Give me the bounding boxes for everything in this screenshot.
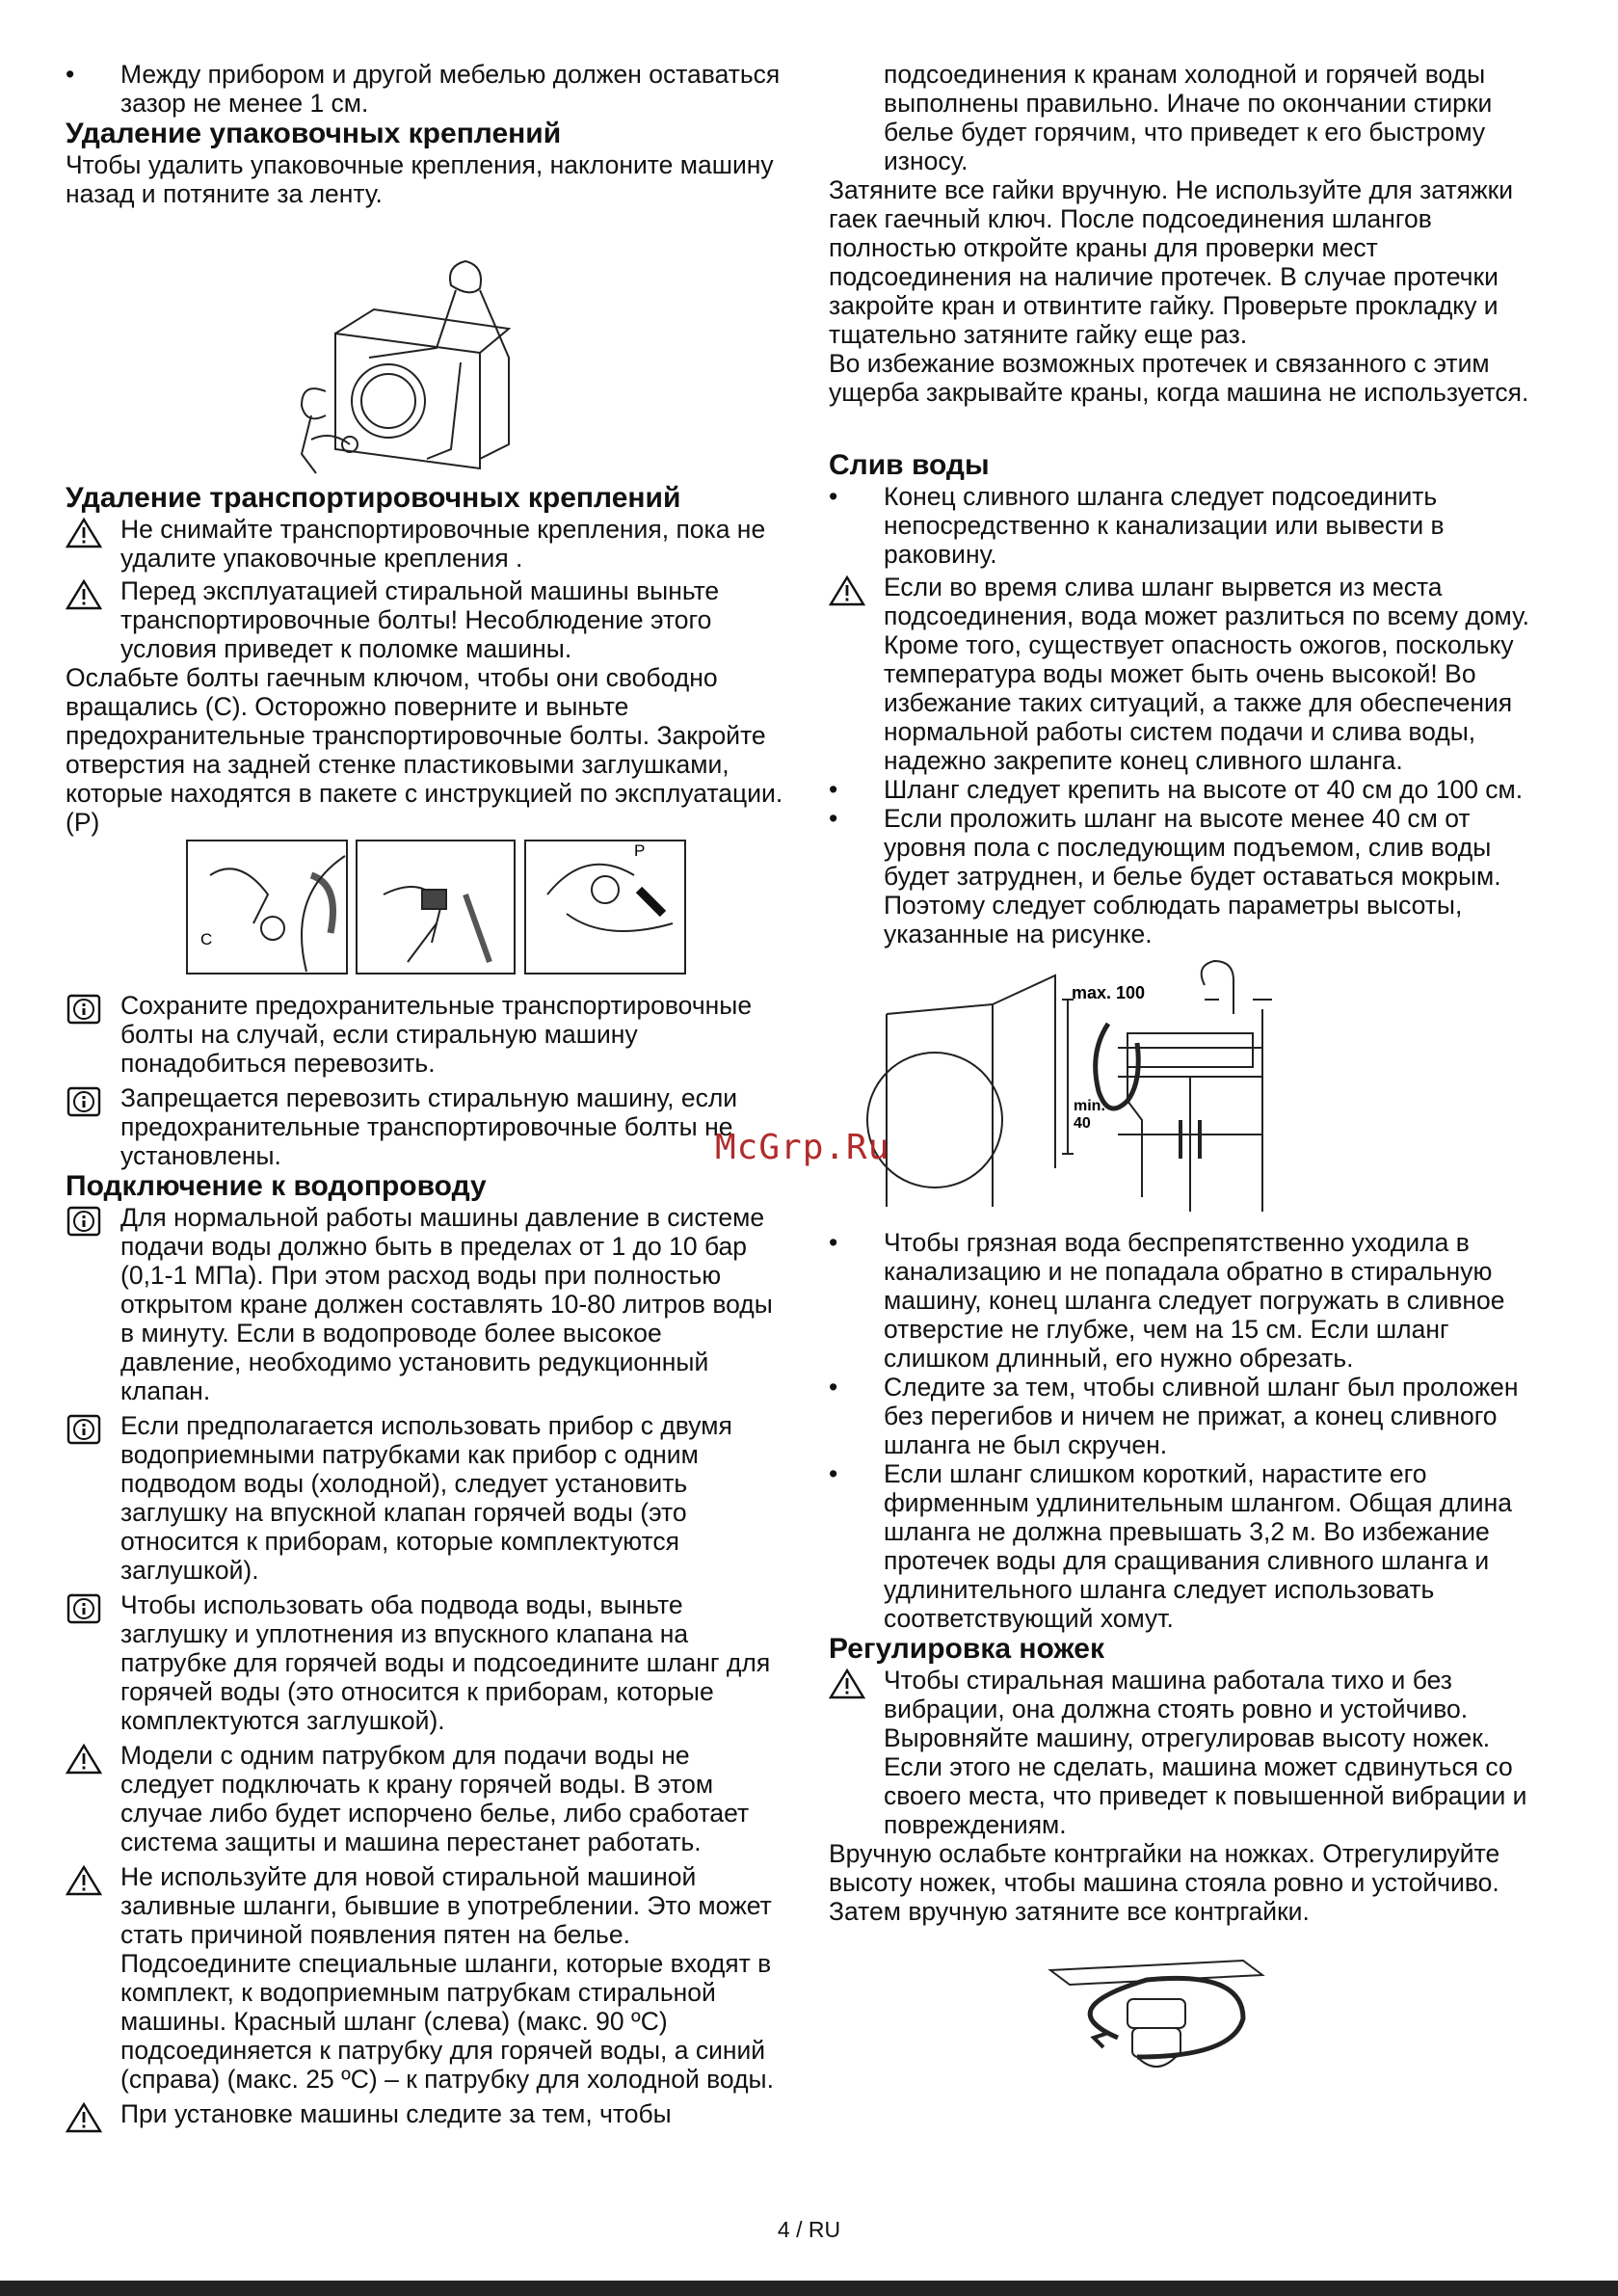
bullet-drain-2: • Шланг следует крепить на высоте от 40 см до 100 см.: [829, 775, 1552, 804]
warning-used-hoses: Не используйте для новой стиральной машиной заливные шланги, бывшие в употреблении. Это может стать причиной появления пятен на белье. Подсоедините специальные шланги, которые входят в комплект, к водоприемным патрубкам стиральной машины. Красный шланг (слева) (макс. 90 ºC) подсоединяется к патрубку для горячей воды, а синий (справа) (макс. 25 ºC) – к патрубку для холодной воды.: [66, 1862, 788, 2094]
warning-install: При установке машины следите за тем, чтобы: [66, 2099, 788, 2128]
bullet-drain-3: • Если проложить шланг на высоте менее 40 см от уровня пола с последующим подъемом, слив воды будет затруднен, и белье будет оставаться мокрым. Поэтому следует соблюдать параметры высоты, указанные на рисунке.: [829, 804, 1552, 948]
warning-icon: [66, 1864, 102, 1897]
watermark: McGrp.Ru: [715, 1128, 890, 1167]
para-taps: Во избежание возможных протечек и связанного с этим ущерба закрывайте краны, когда машина не используется.: [829, 349, 1529, 407]
warning-icon: [66, 1743, 102, 1775]
warning-icon: [66, 517, 102, 549]
info-both-inlets: Чтобы использовать оба подвода воды, выньте заглушку и уплотнения из впускного клапана на патрубке для горячей воды и подсоедините шланг для горячей воды (это относится к приборам, которые комплектуются заглушкой).: [66, 1590, 788, 1735]
warning-icon: [66, 578, 102, 611]
bullet-gap: • Между прибором и другой мебелью должен оставаться зазор не менее 1 см.: [66, 60, 788, 118]
info-forbid-transport: Запрещается перевозить стиральную машину, если предохранительные транспортировочные болты не установлены.: [66, 1083, 788, 1170]
bottom-border: [0, 2281, 1618, 2296]
figure-feet-adjust: [829, 1932, 1552, 2105]
info-two-inlets: Если предполагается использовать прибор с двумя водоприемными патрубками как прибор с одним подводом воды (холодной), следует установить заглушку на впускной клапан горячей воды (это относится к приборам, которые комплектуются заглушкой).: [66, 1411, 788, 1585]
label-p: P: [634, 841, 646, 860]
bullet-drain-1: • Конец сливного шланга следует подсоединить непосредственно к канализации или вывести в раковину.: [829, 482, 1552, 569]
info-icon: [66, 1592, 102, 1625]
warning-icon: [66, 2101, 102, 2134]
info-icon: [66, 1205, 102, 1238]
info-icon: [66, 1085, 102, 1118]
info-icon: [66, 993, 102, 1026]
warning-single-inlet: Модели с одним патрубком для подачи воды не следует подключать к крану горячей воды. В этом случае либо будет испорчено белье, либо сработает система защиты и машина перестанет работать.: [66, 1741, 788, 1856]
figure-drain-height: [829, 956, 1552, 1216]
para-feet: Вручную ослабьте контргайки на ножках. Отрегулируйте высоту ножек, чтобы машина стояла ровно и устойчиво. Затем вручную затяните все контргайки.: [829, 1839, 1500, 1926]
warning-transport-1: Не снимайте транспортировочные крепления, пока не удалите упаковочные крепления .: [66, 515, 788, 573]
warning-icon: [829, 1668, 865, 1700]
para-transport: Ослабьте болты гаечным ключом, чтобы они свободно вращались (C). Осторожно поверните и выньте предохранительные транспортировочные болты. Закройте отверстия на задней стенке пластиковыми заглушками, которые находятся в пакете с инструкцией по эксплуатации. (P): [66, 663, 783, 837]
info-keep-bolts: Сохраните предохранительные транспортировочные болты на случай, если стиральную машину понадобиться перевозить.: [66, 991, 788, 1078]
right-column: [829, 60, 1552, 2105]
page-number: 4 / RU: [777, 2217, 841, 2242]
label-c: C: [200, 930, 213, 948]
info-pressure: Для нормальной работы машины давление в системе подачи воды должно быть в пределах от 1 до 10 бар (0,1-1 МПа). При этом расход воды при полностью открытом кране должен составлять 10-80 литров воды в минуту. Если в водопроводе более высокое давление, необходимо установить редукционный клапан.: [66, 1203, 788, 1405]
para-nuts: Затяните все гайки вручную. Не используйте для затяжки гаек гаечный ключ. После подсоединения шлангов полностью откройте краны для проверки мест подсоединения на наличие протечек. В случае протечки закройте кран и отвинтите гайку. Проверьте прокладку и тщательно затяните гайку еще раз.: [829, 175, 1514, 349]
para-continuation: подсоединения к кранам холодной и горячей воды выполнены правильно. Иначе по окончании стирки белье будет горячим, что приведет к его быстрому износу.: [884, 60, 1493, 175]
label-min: min.: [1074, 1098, 1105, 1114]
heading-drain: Слив воды: [829, 449, 990, 481]
warning-transport-2: Перед эксплуатацией стиральной машины выньте транспортировочные болты! Несоблюдение этого условия приведет к поломке машины.: [66, 576, 788, 663]
warning-drain: Если во время слива шланг вырвется из места подсоединения, вода может разлиться по всему дому. Кроме того, существует опасность ожогов, поскольку температура воды может быть очень высокой! Во избежание таких ситуаций, а также для обеспечения нормальной работы систем подачи и слива воды, надежно закрепите конец сливного шланга.: [829, 573, 1552, 775]
info-icon: [66, 1413, 102, 1446]
bullet-drain-4: • Чтобы грязная вода беспрепятственно уходила в канализацию и не попадала обратно в стиральную машину, конец шланга следует погружать в сливное отверстие не глубже, чем на 15 см. Если шланг слишком длинный, его нужно обрезать.: [829, 1228, 1552, 1373]
bullet-drain-6: • Если шланг слишком короткий, нарастите его фирменным удлинительным шлангом. Общая длина шланга не должна превышать 3,2 м. Во избежание протечек воды для сращивания сливного шланга и удлинительного шланга следует использовать соответствующий хомут.: [829, 1459, 1552, 1633]
figure-transport-bolts: [66, 837, 788, 979]
heading-water: Подключение к водопроводу: [66, 1170, 487, 1202]
heading-transport: Удаление транспортировочных креплений: [66, 482, 681, 514]
warning-icon: [829, 574, 865, 607]
heading-packing: Удаление упаковочных креплений: [66, 118, 562, 149]
left-column: [66, 60, 788, 2128]
warning-feet: Чтобы стиральная машина работала тихо и без вибрации, она должна стоять ровно и устойчиво. Выровняйте машину, отрегулировав высоту ножек. Если этого не сделать, машина может сдвинуться со своего места, что приведет к повышенной вибрации и повреждениям.: [829, 1666, 1552, 1839]
label-min-value: 40: [1074, 1115, 1091, 1132]
para-packing: Чтобы удалить упаковочные крепления, наклоните машину назад и потяните за ленту.: [66, 150, 774, 208]
label-max-height: max. 100: [1072, 983, 1146, 1002]
heading-feet: Регулировка ножек: [829, 1633, 1104, 1665]
figure-packing-removal: [66, 218, 788, 478]
bullet-drain-5: • Следите за тем, чтобы сливной шланг был проложен без перегибов и ничем не прижат, а конец сливного шланга не был скручен.: [829, 1373, 1552, 1459]
